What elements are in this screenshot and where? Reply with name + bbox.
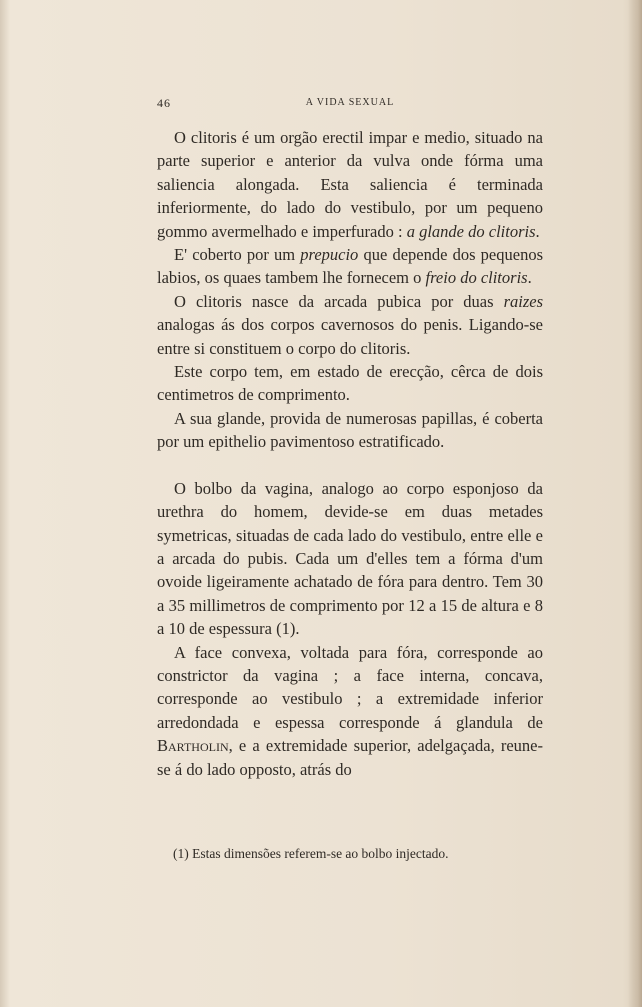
paragraph-glans: A sua glande, provida de numerosas papillas, é coberta por um epithelio pavimentoso estratificado.	[157, 408, 543, 452]
paragraph-prepuce	[157, 243, 543, 290]
body-text	[157, 126, 543, 781]
running-title: A VIDA SEXUAL	[305, 97, 395, 108]
paragraph-text: O clitoris nasce da arcada pubica por duas	[174, 291, 504, 311]
footnote: (1) Estas dimensões referem-se ao bolbo injectado.	[173, 846, 449, 861]
punctuation: .	[527, 268, 532, 288]
page-header	[157, 96, 543, 110]
paragraph-text: O clitoris é um orgão erectil impar e medio, situado na parte superior e anterior da vulva onde fórma uma saliencia alongada. Esta saliencia é terminada inferiormente, do lado do vestibulo, por um pequeno gommo avermelhado e imperfurado :	[157, 128, 543, 241]
page-number: 46	[157, 96, 171, 110]
paragraph-text: E' coberto por um	[174, 245, 301, 265]
page-edge	[628, 0, 642, 1007]
italic-term: freio do clitoris	[425, 268, 528, 288]
italic-term: raizes	[503, 291, 543, 311]
small-caps-name: Bartholin	[157, 736, 229, 756]
gutter-shadow	[0, 0, 10, 1007]
paragraph-vaginal-bulb: O bolbo da vagina, analogo ao corpo esponjoso da urethra do homem, devide-se em duas metades symetricas, situadas de cada lado do vestibulo, entre elle e a arcada do pubis. Cada um d'elles tem a fórma d'um ovoide ligeiramente achatado de fóra para dentro. Tem 30 a 35 millimetros de comprimento por 12 a 15 de altura e 8 a 10 de espessura (1).	[157, 478, 543, 639]
italic-term: a glande do clitoris	[406, 221, 536, 241]
paragraph-roots	[157, 290, 543, 360]
paragraph-clitoris-description	[157, 126, 543, 243]
italic-term: prepucio	[300, 245, 359, 265]
paragraph-text: A face convexa, voltada para fóra, corresponde ao constrictor da vagina ; a face interna, concava, corresponde ao vestibulo ; a extremidade inferior arredondada e espessa corresponde á glandula de	[157, 642, 543, 732]
paragraph-text: , e a extremidade superior, adelgaçada, reune-se á do lado opposto, atrás do	[157, 736, 543, 779]
punctuation: .	[535, 221, 540, 241]
paragraph-erection-size: Este corpo tem, em estado de erecção, cêrca de dois centimetros de comprimento.	[157, 362, 543, 405]
paragraph-bulb-faces	[157, 641, 543, 781]
paragraph-text: que depende dos pequenos labios, os quaes tambem lhe fornecem o	[157, 245, 543, 288]
paragraph-text: analogas ás dos corpos cavernosos do penis. Ligando-se entre si constituem o corpo do clitoris.	[157, 315, 543, 358]
